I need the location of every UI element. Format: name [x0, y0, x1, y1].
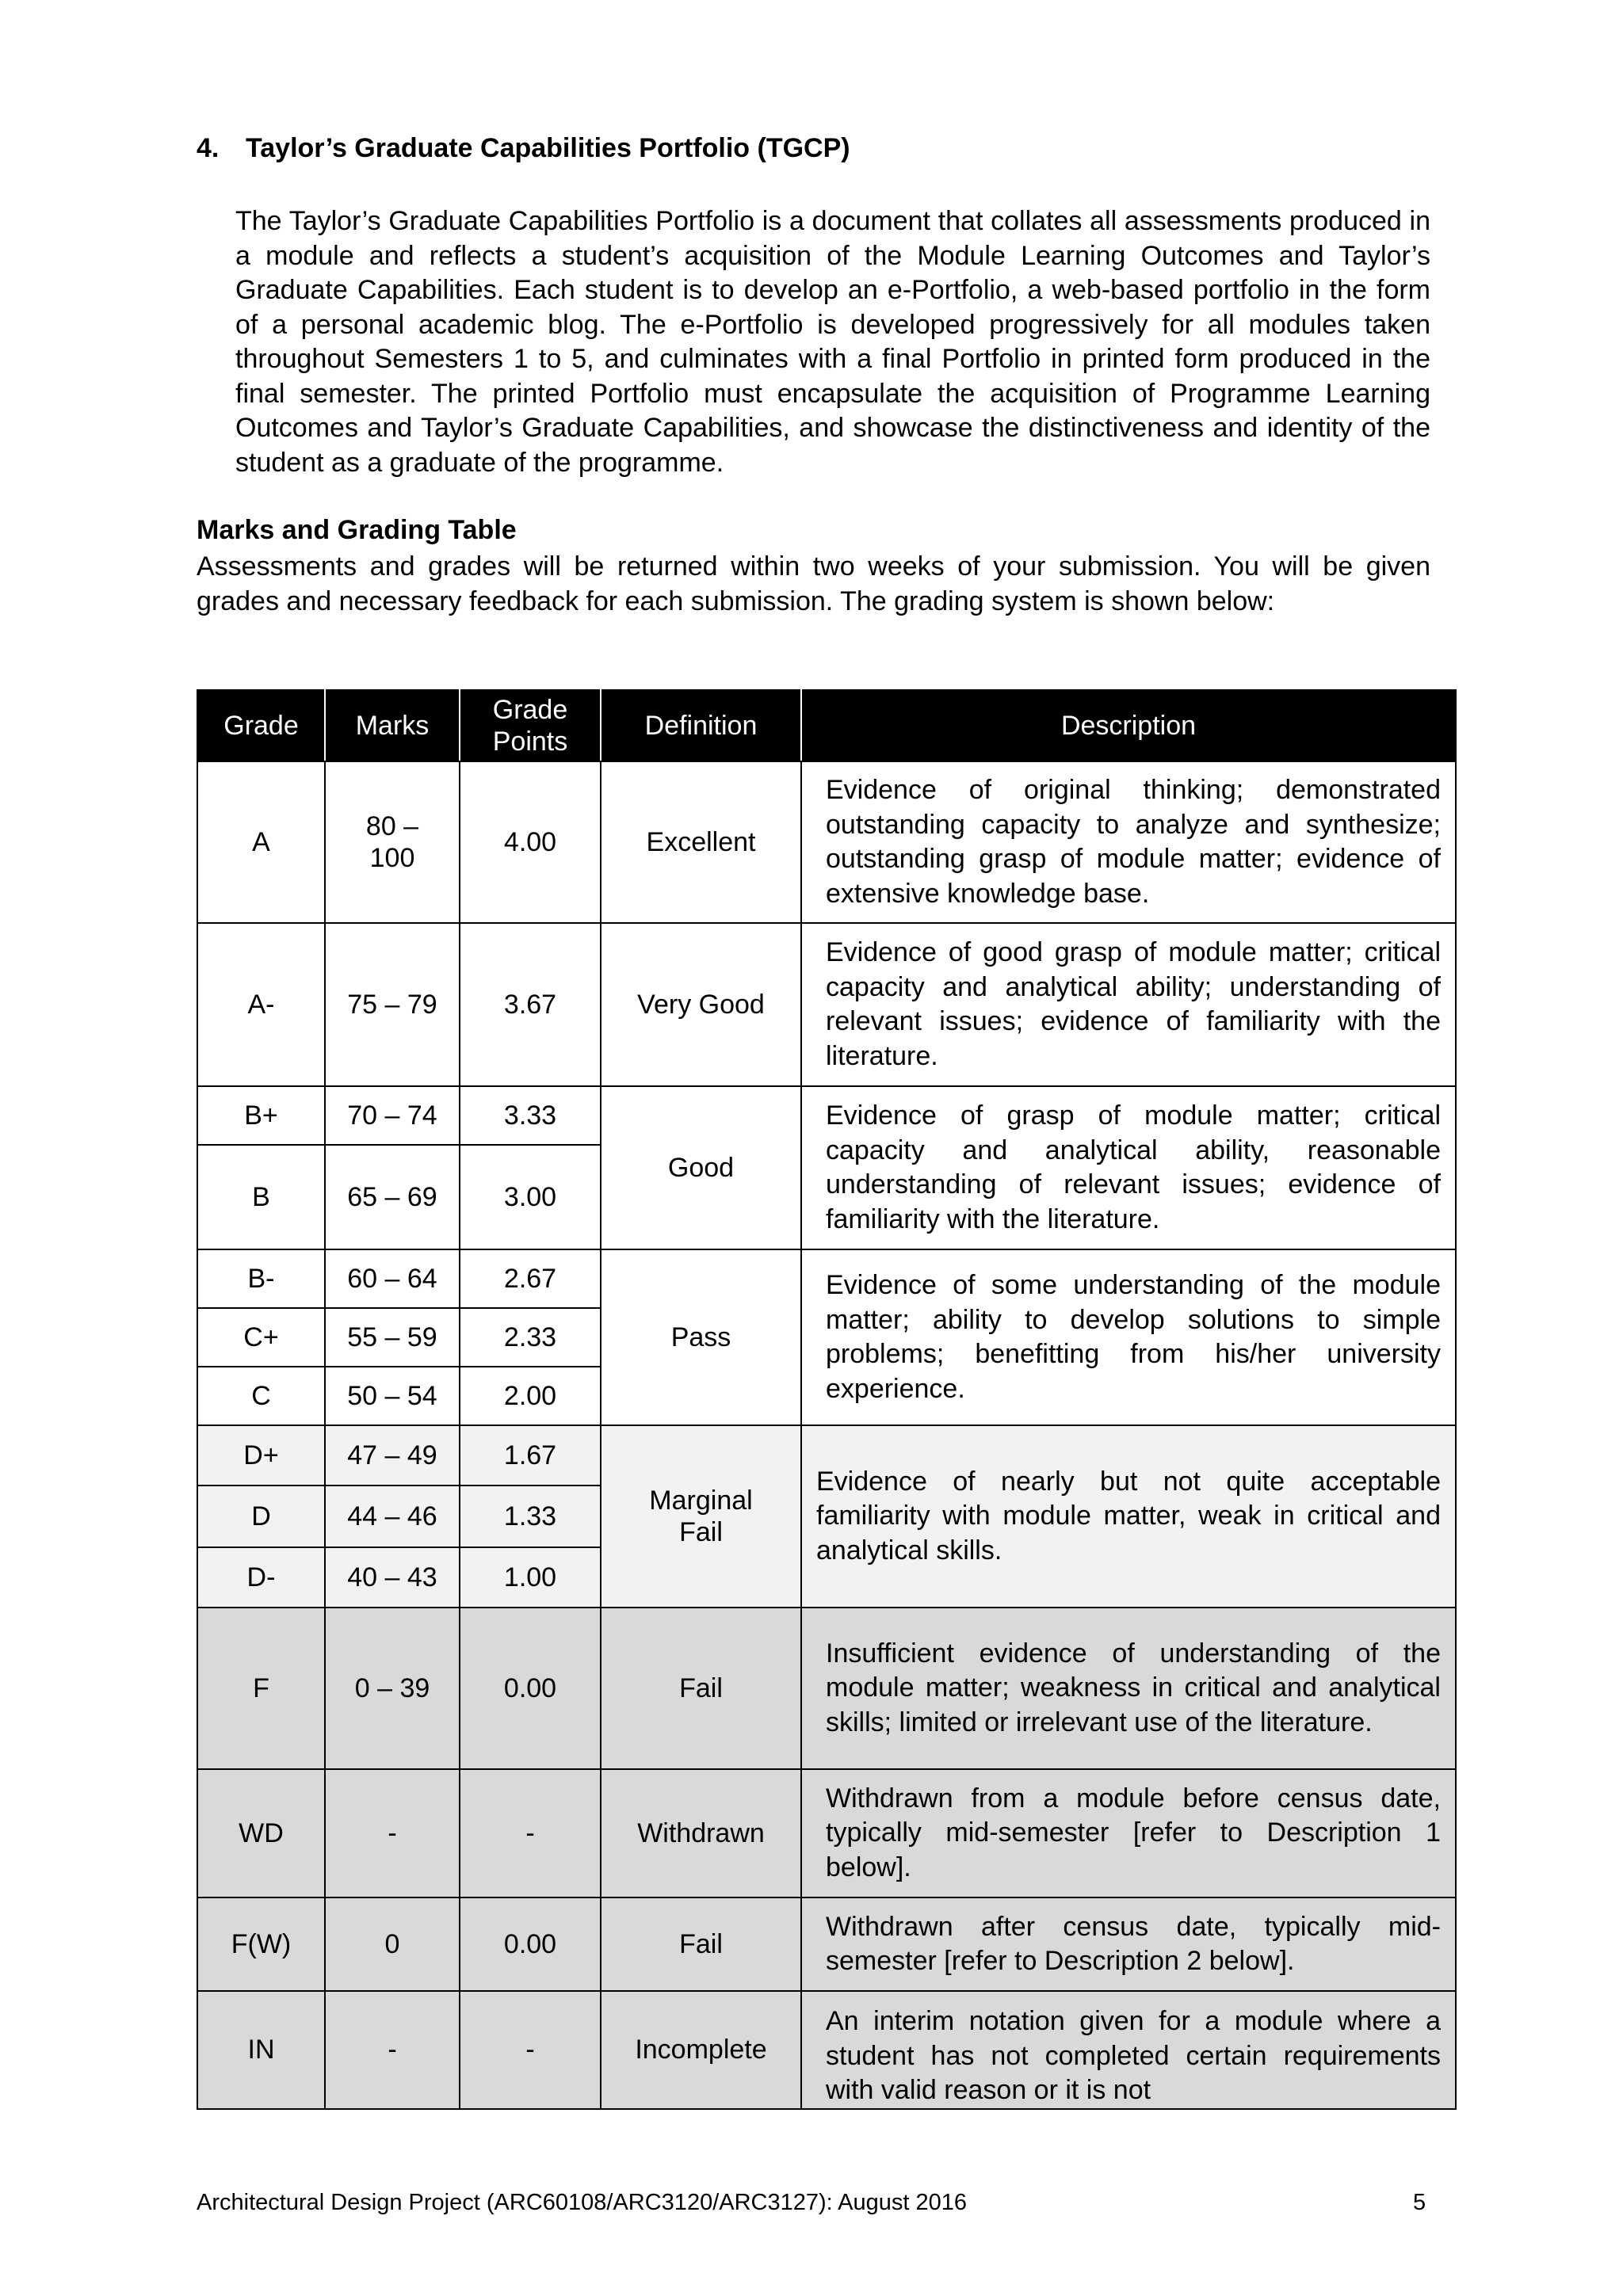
description-cell: Insufficient evidence of understanding of the module matter; weakness in critical and analytical skills; limited or irrelevant use of the literature. — [801, 1608, 1456, 1769]
header-definition: Definition — [601, 690, 801, 761]
grading-table — [197, 689, 1457, 2110]
points-cell: 0.00 — [460, 1897, 601, 1991]
grade-cell: F — [197, 1608, 325, 1769]
header-grade-points-line2: Points — [492, 727, 568, 757]
table-row — [197, 1425, 1456, 1486]
section-title: Taylor’s Graduate Capabilities Portfolio (TGCP) — [246, 133, 850, 163]
definition-cell: Fail — [601, 1897, 801, 1991]
marks-cell — [325, 761, 460, 923]
table-row — [197, 1769, 1456, 1897]
header-grade-points — [460, 690, 601, 761]
page-number: 5 — [1413, 2190, 1426, 2215]
header-marks: Marks — [325, 690, 460, 761]
grade-cell: IN — [197, 1991, 325, 2109]
description-cell: Evidence of good grasp of module matter; critical capacity and analytical ability; understanding of relevant issues; evidence of familiarity with the literature. — [801, 923, 1456, 1086]
points-cell: 1.67 — [460, 1425, 601, 1486]
table-row — [197, 1991, 1456, 2109]
definition-text: Marginal Fail — [649, 1486, 753, 1547]
description-cell: Withdrawn after census date, typically mid-semester [refer to Description 2 below]. — [801, 1897, 1456, 1991]
header-grade: Grade — [197, 690, 325, 761]
description-cell: Evidence of grasp of module matter; critical capacity and analytical ability, reasonable understanding of relevant issues; evidence of familiarity with the literature. — [801, 1086, 1456, 1249]
marks-cell: 55 – 59 — [325, 1308, 460, 1367]
table-row — [197, 1086, 1456, 1145]
points-cell: 2.00 — [460, 1367, 601, 1425]
points-cell: 2.33 — [460, 1308, 601, 1367]
table-row — [197, 1897, 1456, 1991]
description-cell: Evidence of nearly but not quite acceptable familiarity with module matter, weak in critical and analytical skills. — [801, 1425, 1456, 1608]
grade-cell: C — [197, 1367, 325, 1425]
grade-cell: WD — [197, 1769, 325, 1897]
grade-cell: B — [197, 1145, 325, 1249]
points-cell: 1.33 — [460, 1486, 601, 1547]
section-number: 4. — [197, 133, 220, 163]
marks-cell: 75 – 79 — [325, 923, 460, 1086]
marks-cell: 70 – 74 — [325, 1086, 460, 1145]
description-cell: Withdrawn from a module before census date, typically mid-semester [refer to Description 1 below]. — [801, 1769, 1456, 1897]
table-row — [197, 923, 1456, 1086]
description-cell: An interim notation given for a module where a student has not completed certain requirements with valid reason or it is not — [801, 1991, 1456, 2109]
definition-cell: Withdrawn — [601, 1769, 801, 1897]
grade-cell: D — [197, 1486, 325, 1547]
points-cell: 3.67 — [460, 923, 601, 1086]
grade-cell: C+ — [197, 1308, 325, 1367]
table-row — [197, 1608, 1456, 1769]
definition-cell: Very Good — [601, 923, 801, 1086]
grade-cell: F(W) — [197, 1897, 325, 1991]
marks-cell: 0 — [325, 1897, 460, 1991]
definition-cell: Pass — [601, 1249, 801, 1425]
points-cell: 0.00 — [460, 1608, 601, 1769]
definition-cell: Excellent — [601, 761, 801, 923]
points-cell: 3.33 — [460, 1086, 601, 1145]
marks-cell: 40 – 43 — [325, 1547, 460, 1608]
marks-heading: Marks and Grading Table — [197, 515, 517, 545]
section-body: The Taylor’s Graduate Capabilities Portfolio is a document that collates all assessments produced in a module and reflects a student’s acquisition of the Module Learning Outcomes and Taylor’s Graduate Capabilities. Each student is to develop an e-Portfolio, a web-based portfolio in the form of a personal academic blog. The e-Portfolio is developed progressively for all modules taken throughout Semesters 1 to 5, and culminates with a final Portfolio in printed form produced in the final semester. The printed Portfolio must encapsulate the acquisition of Programme Learning Outcomes and Taylor’s Graduate Capabilities, and showcase the distinctiveness and identity of the student as a graduate of the programme. — [235, 206, 1430, 478]
grade-cell: A — [197, 761, 325, 923]
definition-cell: Incomplete — [601, 1991, 801, 2109]
definition-cell: Good — [601, 1086, 801, 1249]
marks-cell: 50 – 54 — [325, 1367, 460, 1425]
marks-cell: 65 – 69 — [325, 1145, 460, 1249]
footer-title: Architectural Design Project (ARC60108/ARC3120/ARC3127): August 2016 — [197, 2190, 968, 2215]
section-heading — [197, 133, 850, 164]
definition-cell: Fail — [601, 1608, 801, 1769]
description-cell: Evidence of original thinking; demonstrated outstanding capacity to analyze and synthesize; outstanding grasp of module matter; evidence of extensive knowledge base. — [801, 761, 1456, 923]
marks-cell: 47 – 49 — [325, 1425, 460, 1486]
grade-cell: B+ — [197, 1086, 325, 1145]
table-header-row — [197, 690, 1456, 761]
definition-cell — [601, 1425, 801, 1608]
points-cell: - — [460, 1991, 601, 2109]
points-cell: 1.00 — [460, 1547, 601, 1608]
marks-cell: 60 – 64 — [325, 1249, 460, 1308]
marks-cell: - — [325, 1769, 460, 1897]
grade-cell: D+ — [197, 1425, 325, 1486]
description-cell: Evidence of some understanding of the module matter; ability to develop solutions to simple problems; benefitting from his/her university experience. — [801, 1249, 1456, 1425]
marks-cell: - — [325, 1991, 460, 2109]
points-cell: 3.00 — [460, 1145, 601, 1249]
table-row — [197, 1249, 1456, 1308]
grade-cell: B- — [197, 1249, 325, 1308]
grade-cell: A- — [197, 923, 325, 1086]
points-cell: - — [460, 1769, 601, 1897]
header-description: Description — [801, 690, 1456, 761]
header-grade-points-line1: Grade — [492, 695, 568, 725]
points-cell: 4.00 — [460, 761, 601, 923]
marks-cell: 44 – 46 — [325, 1486, 460, 1547]
marks-value: 80 – 100 — [365, 811, 419, 873]
marks-body: Assessments and grades will be returned within two weeks of your submission. You will be given grades and necessary feedback for each submission. The grading system is shown below: — [197, 551, 1430, 616]
points-cell: 2.67 — [460, 1249, 601, 1308]
grade-cell: D- — [197, 1547, 325, 1608]
marks-cell: 0 – 39 — [325, 1608, 460, 1769]
table-row — [197, 761, 1456, 923]
